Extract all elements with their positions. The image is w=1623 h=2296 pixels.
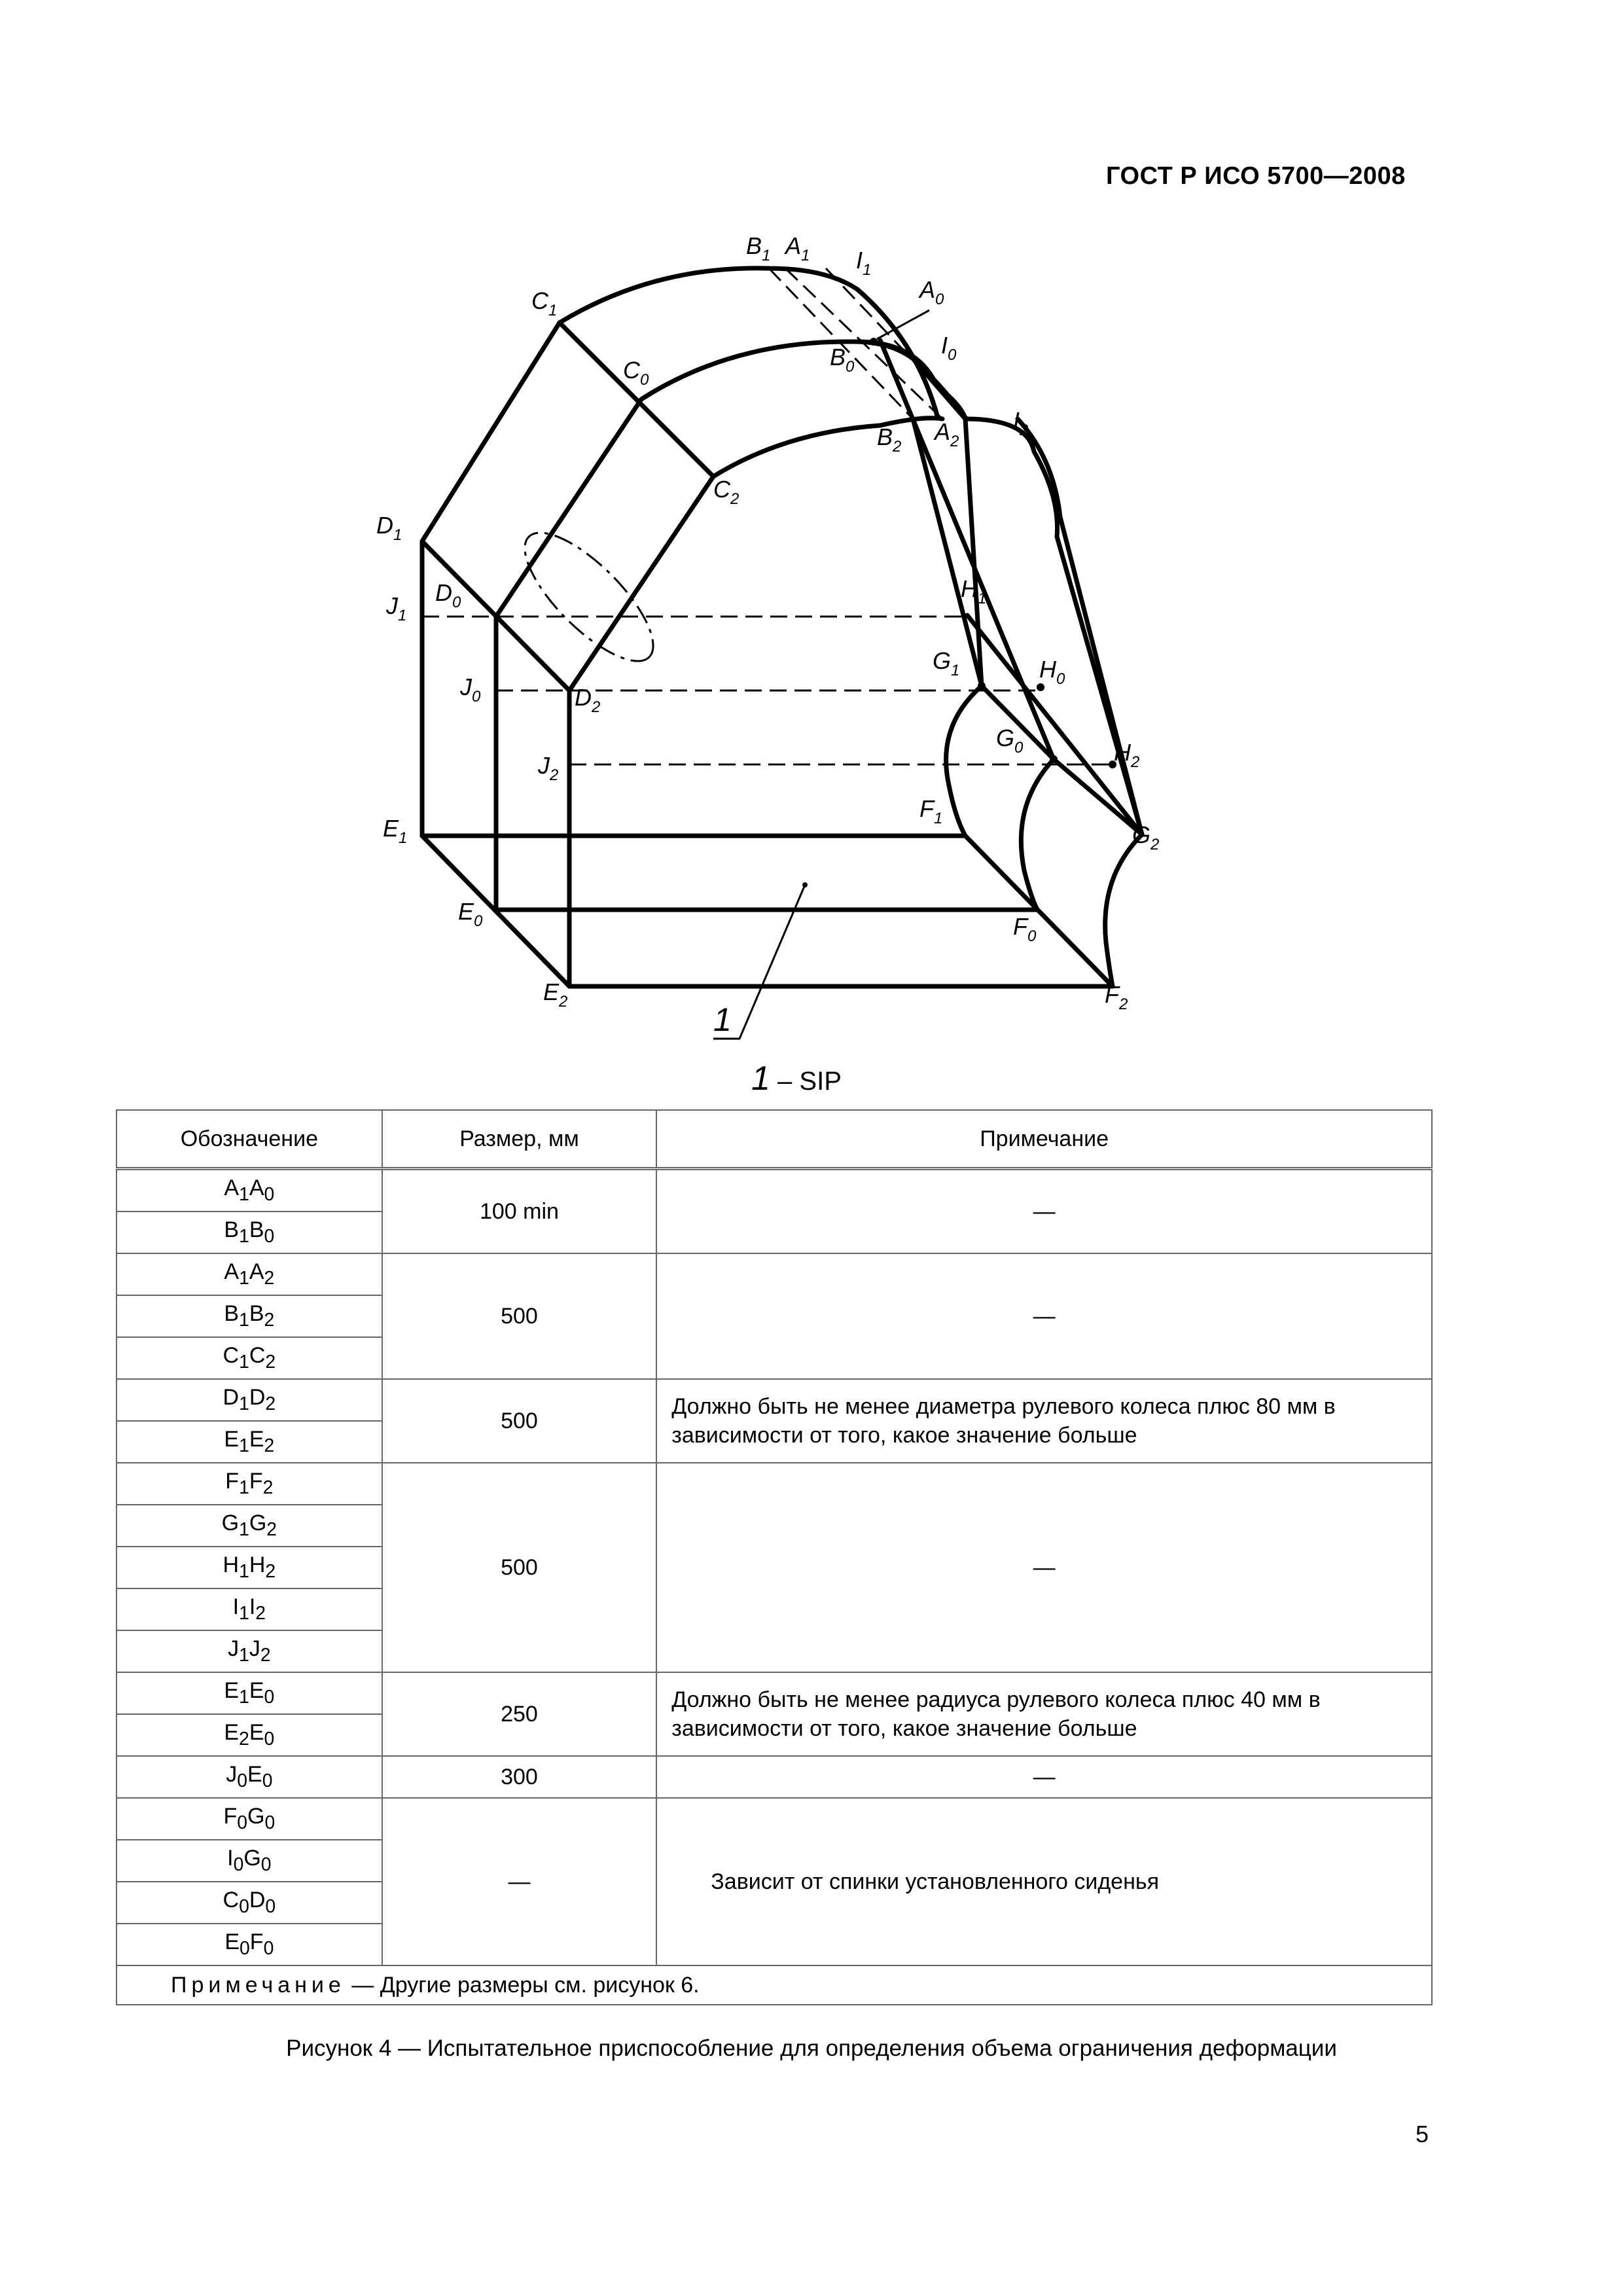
designation-cell: $A_1A_0$ bbox=[116, 1169, 382, 1212]
designation-cell: $F_1F_2$ bbox=[116, 1463, 382, 1505]
note-cell: Зависит от спинки установленного сиденья bbox=[656, 1798, 1432, 1965]
label-h2: $H_2$ bbox=[1114, 739, 1140, 771]
label-e0: $E_0$ bbox=[458, 898, 483, 930]
label-j0: $J_0$ bbox=[460, 673, 481, 706]
designation-cell: $I_1I_2$ bbox=[116, 1588, 382, 1630]
edge-c2-b2 bbox=[713, 418, 942, 476]
designation-cell: $A_1A_2$ bbox=[116, 1253, 382, 1295]
note-cell: — bbox=[656, 1463, 1432, 1672]
label-a1: $A_1$ bbox=[785, 232, 810, 264]
label-f2: $F_2$ bbox=[1105, 981, 1128, 1013]
dimensions-table bbox=[116, 1109, 1433, 2005]
designation-cell: $C_0D_0$ bbox=[116, 1882, 382, 1924]
edge-g0-f0 bbox=[1021, 759, 1054, 910]
label-e1: $E_1$ bbox=[383, 815, 408, 847]
label-callout-1: 1 bbox=[713, 1001, 732, 1038]
table-header-row bbox=[116, 1110, 1432, 1169]
note-cell: — bbox=[656, 1253, 1432, 1379]
designation-cell: $G_1G_2$ bbox=[116, 1505, 382, 1547]
table-row bbox=[116, 1463, 1432, 1505]
label-c0: $C_0$ bbox=[623, 357, 649, 389]
edge-c0-b0 bbox=[641, 342, 965, 419]
table-row bbox=[116, 1798, 1432, 1840]
designation-cell: $J_0E_0$ bbox=[116, 1756, 382, 1798]
size-cell: 500 bbox=[382, 1253, 657, 1379]
label-f1: $F_1$ bbox=[919, 795, 943, 827]
size-cell: — bbox=[382, 1798, 657, 1965]
label-i0: $I_0$ bbox=[941, 332, 957, 364]
size-cell: 500 bbox=[382, 1379, 657, 1463]
header-note: Примечание bbox=[656, 1110, 1432, 1169]
size-cell: 250 bbox=[382, 1672, 657, 1756]
size-cell: 100 min bbox=[382, 1169, 657, 1254]
designation-cell: $I_0G_0$ bbox=[116, 1840, 382, 1882]
edge-g2-f2 bbox=[1105, 834, 1142, 986]
designation-cell: $B_1B_2$ bbox=[116, 1295, 382, 1337]
label-i2: $I_2$ bbox=[1013, 407, 1029, 439]
label-d2: $D_2$ bbox=[575, 684, 601, 716]
label-g0: $G_0$ bbox=[996, 725, 1024, 757]
table-row bbox=[116, 1379, 1432, 1421]
designation-cell: $C_1C_2$ bbox=[116, 1337, 382, 1379]
note-cell: — bbox=[656, 1756, 1432, 1798]
note-cell: — bbox=[656, 1169, 1432, 1254]
table-row bbox=[116, 1672, 1432, 1714]
document-header: ГОСТ Р ИСО 5700—2008 bbox=[1106, 162, 1406, 190]
figure-caption: Рисунок 4 — Испытательное приспособление для определения объема ограничения деформации bbox=[286, 2036, 1337, 2061]
label-b0: $B_0$ bbox=[830, 344, 855, 376]
edge-g1-f1 bbox=[946, 686, 982, 836]
edge-d1-c1 bbox=[422, 323, 560, 541]
label-i1: $I_1$ bbox=[856, 247, 872, 279]
label-f0: $F_0$ bbox=[1013, 913, 1037, 945]
label-g1: $G_1$ bbox=[933, 647, 960, 679]
size-cell: 300 bbox=[382, 1756, 657, 1798]
label-d0: $D_0$ bbox=[435, 579, 461, 611]
label-e2: $E_2$ bbox=[543, 978, 568, 1011]
designation-cell: $E_0F_0$ bbox=[116, 1924, 382, 1965]
edge-c1-c2 bbox=[560, 323, 713, 476]
designation-cell: $F_0G_0$ bbox=[116, 1798, 382, 1840]
edge-d2-c2 bbox=[569, 476, 713, 691]
label-a0: $A_0$ bbox=[919, 276, 944, 308]
label-g2: $G_2$ bbox=[1132, 821, 1160, 853]
label-d1: $D_1$ bbox=[376, 512, 402, 544]
table-row bbox=[116, 1169, 1432, 1212]
edge-i1-i2 bbox=[857, 289, 937, 416]
label-c1: $C_1$ bbox=[531, 287, 558, 319]
label-b1: $B_1$ bbox=[746, 232, 771, 264]
designation-cell: $B_1B_0$ bbox=[116, 1211, 382, 1253]
header-designation: Обозначение bbox=[116, 1110, 382, 1169]
label-j1: $J_1$ bbox=[386, 592, 407, 624]
edge-b0-i0 bbox=[854, 342, 1142, 834]
designation-cell: $E_1E_0$ bbox=[116, 1672, 382, 1714]
table-footer-row bbox=[116, 1965, 1432, 2005]
label-j2: $J_2$ bbox=[538, 752, 559, 784]
sip-caption: 1 – SIP bbox=[751, 1060, 842, 1098]
note-cell: Должно быть не менее радиуса рулевого колеса плюс 40 мм в зависимости от того, какое значение больше bbox=[656, 1672, 1432, 1756]
size-cell: 500 bbox=[382, 1463, 657, 1672]
table-row bbox=[116, 1253, 1432, 1295]
note-cell: Должно быть не менее диаметра рулевого колеса плюс 80 мм в зависимости от того, какое значение больше bbox=[656, 1379, 1432, 1463]
designation-cell: $E_1E_2$ bbox=[116, 1421, 382, 1463]
header-size: Размер, мм bbox=[382, 1110, 657, 1169]
page-number: 5 bbox=[1416, 2121, 1429, 2147]
label-h0: $H_0$ bbox=[1039, 656, 1065, 688]
label-c2: $C_2$ bbox=[713, 476, 740, 508]
label-h1: $H_1$ bbox=[961, 575, 987, 607]
designation-cell: $D_1D_2$ bbox=[116, 1379, 382, 1421]
label-a2: $A_2$ bbox=[935, 418, 959, 450]
designation-cell: $E_2E_0$ bbox=[116, 1714, 382, 1756]
designation-cell: $H_1H_2$ bbox=[116, 1547, 382, 1588]
label-b2: $B_2$ bbox=[877, 423, 902, 456]
table-row bbox=[116, 1756, 1432, 1798]
test-fixture-drawing bbox=[0, 0, 1623, 1126]
edge-b1-g0 bbox=[880, 340, 1054, 759]
table-note: Примечание — Другие размеры см. рисунок 6. bbox=[116, 1965, 1432, 2005]
designation-cell: $J_1J_2$ bbox=[116, 1630, 382, 1672]
